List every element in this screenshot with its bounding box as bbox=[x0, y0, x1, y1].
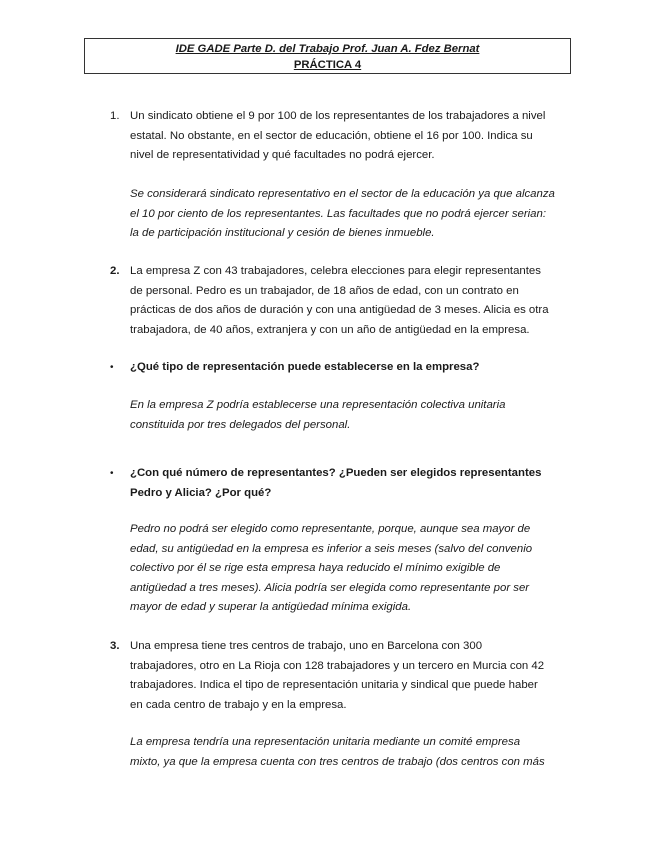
question-1-answer bbox=[130, 185, 560, 244]
question-line: Pedro y Alicia? ¿Por qué? bbox=[130, 486, 272, 499]
text-line: La empresa Z con 43 trabajadores, celebra elecciones para elegir representantes bbox=[130, 265, 541, 277]
question-1-number: 1. bbox=[110, 110, 120, 122]
question-3-text bbox=[130, 637, 560, 715]
question-2a-answer bbox=[130, 396, 560, 435]
question-3-number: 3. bbox=[110, 640, 120, 652]
bullet-a: • bbox=[110, 362, 114, 373]
document-header bbox=[84, 38, 571, 74]
question-2-text bbox=[130, 262, 560, 340]
question-line: ¿Qué tipo de representación puede establecerse en la empresa? bbox=[130, 361, 480, 373]
question-line: ¿Con qué número de representantes? ¿Pueden ser elegidos representantes bbox=[130, 467, 542, 479]
answer-line: Se considerará sindicato representativo en el sector de la educación ya que alcanza bbox=[130, 188, 555, 200]
question-2b-answer bbox=[130, 520, 560, 618]
answer-line: edad, su antigüedad en la empresa es inferior a seis meses (salvo del convenio bbox=[130, 542, 533, 555]
question-2b bbox=[130, 464, 560, 503]
text-line: estatal. No obstante, en el sector de educación, obtiene el 16 por 100. Indica su bbox=[130, 129, 533, 142]
bullet-b: • bbox=[110, 468, 114, 479]
answer-line: la de participación institucional y cesión de bienes inmueble. bbox=[130, 227, 435, 239]
question-3-answer bbox=[130, 733, 560, 772]
document-subtitle: PRÁCTICA 4 bbox=[293, 59, 362, 71]
text-line: Un sindicato obtiene el 9 por 100 de los representantes de los trabajadores a nivel bbox=[130, 110, 546, 122]
answer-line: La empresa tendría una representación unitaria mediante un comité empresa bbox=[130, 736, 521, 748]
document-title: IDE GADE Parte D. del Trabajo Prof. Juan A. Fdez Bernat bbox=[175, 43, 480, 55]
text-line: en cada centro de trabajo y en la empresa. bbox=[130, 698, 347, 711]
answer-line: Pedro no podrá ser elegido como representante, porque, aunque sea mayor de bbox=[130, 523, 531, 535]
question-2-number: 2. bbox=[110, 265, 120, 277]
answer-line: mixto, ya que la empresa cuenta con tres centros de trabajo (dos centros con más bbox=[130, 755, 545, 768]
text-line: trabajadora, de 40 años, extranjera y con un año de antigüedad en la empresa. bbox=[130, 323, 530, 336]
answer-line: colectivo por él se rige esta empresa haya reducido el mínimo exigible de bbox=[130, 562, 501, 574]
text-line: Una empresa tiene tres centros de trabajo, uno en Barcelona con 300 bbox=[130, 640, 483, 652]
question-1-text bbox=[130, 107, 560, 166]
answer-line: mayor de edad y superar la antigüedad mínima exigida. bbox=[130, 601, 412, 613]
answer-line: el 10 por ciento de los representantes. Las facultades que no podrá ejercer serian: bbox=[130, 207, 547, 220]
text-line: trabajadores, otro en La Rioja con 128 trabajadores y un tercero en Murcia con 42 bbox=[130, 659, 545, 672]
text-line: prácticas de dos años de duración y con una antigüedad de 3 meses. Alicia es otra bbox=[130, 304, 549, 316]
question-2a bbox=[130, 358, 560, 378]
answer-line: constituida por tres delegados del personal. bbox=[130, 418, 351, 431]
text-line: nivel de representatividad y qué facultades no podrá ejercer. bbox=[130, 149, 435, 161]
answer-line: antigüedad a tres meses). Alicia podría ser elegida como representante por ser bbox=[130, 581, 530, 594]
answer-line: En la empresa Z podría establecerse una representación colectiva unitaria bbox=[130, 399, 506, 411]
text-line: trabajadores. Indica el tipo de representación unitaria y sindical que puede haber bbox=[130, 679, 538, 691]
text-line: de personal. Pedro es un trabajador, de 18 años de edad, con un contrato en bbox=[130, 284, 519, 297]
